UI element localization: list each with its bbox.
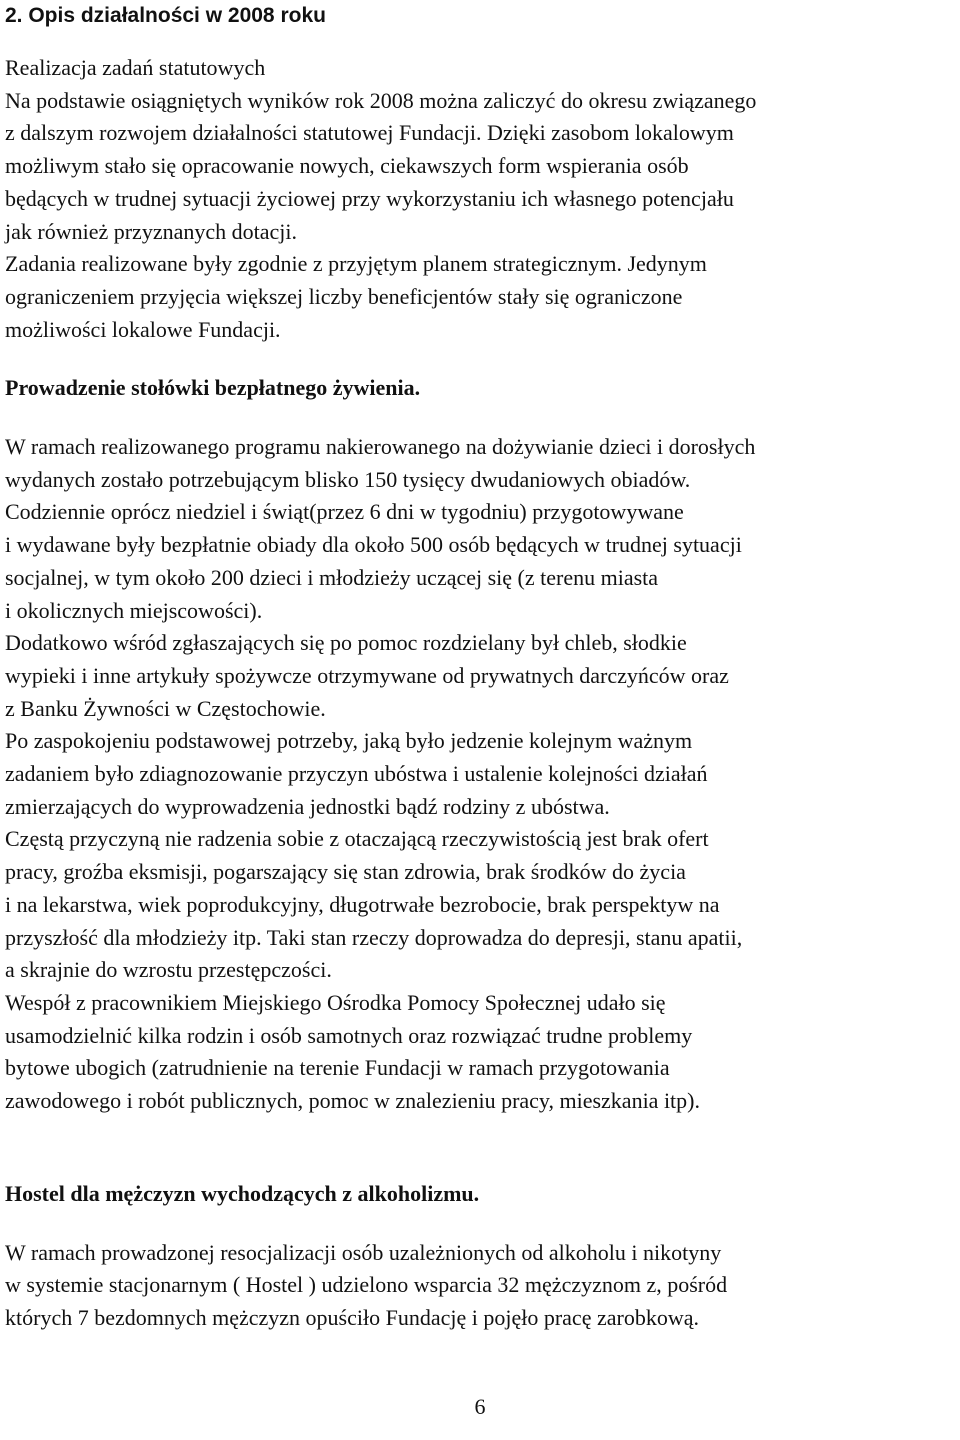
text-line: Zadania realizowane były zgodnie z przyjętym planem strategicznym. Jedynym — [5, 251, 707, 277]
canteen-subheading: Prowadzenie stołówki bezpłatnego żywienia. — [5, 375, 421, 401]
text-line: których 7 bezdomnych mężczyzn opuściło Fundację i pojęło pracę zarobkową. — [5, 1304, 699, 1330]
hostel-paragraph — [5, 1237, 955, 1335]
text-line: socjalnej, w tym około 200 dzieci i młodzieży uczącej się (z terenu miasta — [5, 564, 659, 590]
text-line: przyszłość dla młodzieży itp. Taki stan rzeczy doprowadza do depresji, stanu apatii, — [5, 924, 743, 950]
text-line: Po zaspokojeniu podstawowej potrzeby, jaką było jedzenie kolejnym ważnym — [5, 728, 693, 754]
text-line: w systemie stacjonarnym ( Hostel ) udzielono wsparcia 32 mężczyznom z, pośród — [5, 1272, 728, 1298]
text-line: W ramach realizowanego programu nakierowanego na dożywianie dzieci i dorosłych — [5, 434, 756, 460]
page-number: 6 — [474, 1394, 486, 1419]
canteen-paragraph — [5, 431, 955, 1118]
spacer — [5, 405, 955, 431]
intro-paragraph — [5, 52, 955, 346]
text-line: Dodatkowo wśród zgłaszających się po pomoc rozdzielany był chleb, słodkie — [5, 630, 687, 656]
text-line: zawodowego i robót publicznych, pomoc w znalezieniu pracy, mieszkania itp). — [5, 1088, 700, 1114]
section-title: 2. Opis działalności w 2008 roku — [5, 4, 326, 27]
text-line: a skrajnie do wzrostu przestępczości. — [5, 957, 332, 983]
text-line: i okolicznych miejscowości). — [5, 597, 263, 623]
text-line: Częstą przyczyną nie radzenia sobie z otaczającą rzeczywistością jest brak ofert — [5, 826, 709, 852]
text-line: Codziennie oprócz niedziel i świąt(przez 6 dni w tygodniu) przygotowywane — [5, 499, 684, 525]
text-line: W ramach prowadzonej resocjalizacji osób uzależnionych od alkoholu i nikotyny — [5, 1239, 722, 1265]
text-line: Na podstawie osiągniętych wyników rok 2008 można zaliczyć do okresu związanego — [5, 87, 757, 113]
text-line: wypieki i inne artykuły spożywcze otrzymywane od prywatnych darczyńców oraz — [5, 662, 729, 688]
spacer — [5, 1211, 955, 1237]
text-line: możliwości lokalowe Fundacji. — [5, 316, 281, 342]
text-line: pracy, groźba eksmisji, pogarszający się stan zdrowia, brak środków do życia — [5, 859, 686, 885]
text-line: ograniczeniem przyjęcia większej liczby beneficjentów stały się ograniczone — [5, 283, 683, 309]
hostel-subheading: Hostel dla mężczyzn wychodzących z alkoholizmu. — [5, 1180, 480, 1206]
text-line: Realizacja zadań statutowych — [5, 55, 266, 80]
text-line: z dalszym rozwojem działalności statutowej Fundacji. Dzięki zasobom lokalowym — [5, 120, 734, 146]
text-line: z Banku Żywności w Częstochowie. — [5, 695, 326, 721]
text-line: i na lekarstwa, wiek poprodukcyjny, długotrwałe bezrobocie, brak perspektyw na — [5, 891, 720, 917]
text-line: i wydawane były bezpłatnie obiady dla około 500 osób będących w trudnej sytuacji — [5, 532, 742, 558]
text-line: możliwym stało się opracowanie nowych, ciekawszych form wspierania osób — [5, 153, 689, 179]
text-line: bytowe ubogich (zatrudnienie na terenie Fundacji w ramach przygotowania — [5, 1055, 670, 1081]
spacer — [5, 32, 955, 52]
text-line: zmierzających do wyprowadzenia jednostki bądź rodziny z ubóstwa. — [5, 793, 610, 819]
document-page — [5, 0, 955, 1335]
text-line: będących w trudnej sytuacji życiowej przy wykorzystaniu ich własnego potencjału — [5, 185, 734, 211]
spacer — [5, 346, 955, 372]
text-line: wydanych zostało potrzebującym blisko 150 tysięcy dwudaniowych obiadów. — [5, 466, 691, 492]
text-line: Wespół z pracownikiem Miejskiego Ośrodka Pomocy Społecznej udało się — [5, 989, 666, 1015]
spacer — [5, 1118, 955, 1178]
text-line: usamodzielnić kilka rodzin i osób samotnych oraz rozwiązać trudne problemy — [5, 1022, 693, 1048]
text-line: jak również przyznanych dotacji. — [5, 218, 297, 244]
text-line: zadaniem było zdiagnozowanie przyczyn ubóstwa i ustalenie kolejności działań — [5, 761, 708, 787]
